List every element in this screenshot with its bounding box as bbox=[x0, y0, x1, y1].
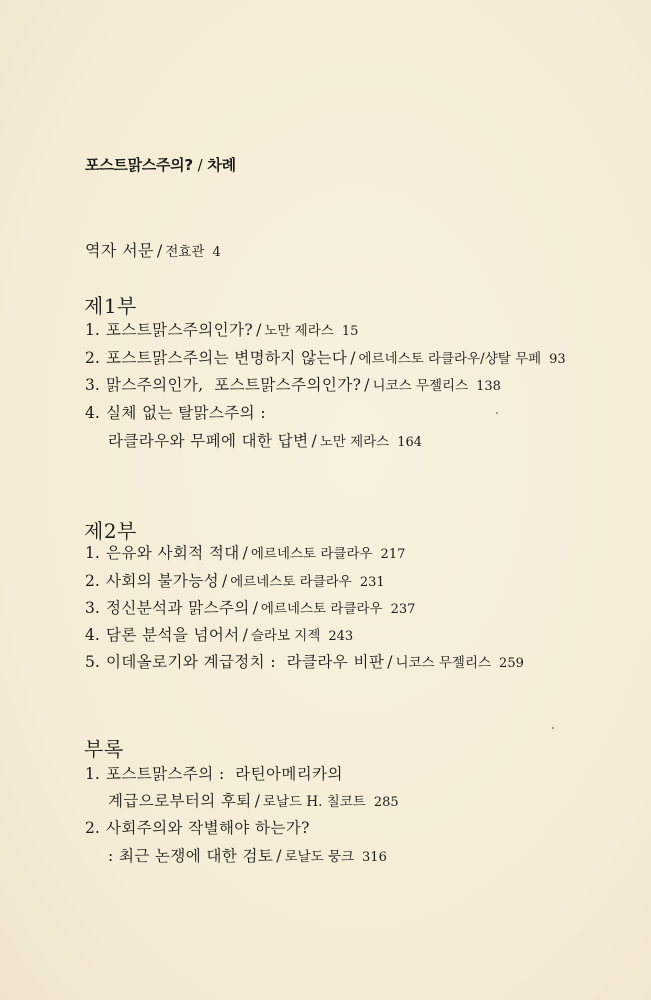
entry-title: 담론 분석을 넘어서 bbox=[106, 626, 240, 644]
toc-entry bbox=[85, 625, 353, 647]
appendix-title: 부록 bbox=[84, 737, 124, 761]
entry-title-continued: : 최근 논쟁에 대한 검토 bbox=[108, 847, 274, 865]
toc-preface bbox=[85, 238, 221, 261]
entry-author: 노만 제라스 bbox=[319, 434, 390, 450]
book-title-main: 포스트맑스주의? bbox=[85, 156, 193, 174]
toc-entry-continuation bbox=[108, 846, 387, 868]
entry-number: 1. bbox=[85, 765, 100, 783]
entry-number: 2. bbox=[85, 819, 100, 837]
toc-entry bbox=[85, 598, 415, 620]
entry-title: 정신분석과 맑스주의 bbox=[106, 599, 250, 617]
entry-title: 은유와 사회적 적대 bbox=[106, 544, 240, 562]
toc-entry bbox=[85, 543, 405, 565]
book-title bbox=[85, 154, 236, 175]
entry-separator: / bbox=[252, 599, 258, 617]
entry-title: 포스트맑스주의는 변명하지 않는다 bbox=[106, 349, 348, 367]
toc-entry bbox=[85, 375, 501, 397]
entry-author: 로날드 H. 칠코트 bbox=[262, 794, 366, 810]
entry-author: 니코스 무젤리스 bbox=[372, 378, 469, 394]
toc-entry bbox=[85, 571, 385, 593]
entry-page: 243 bbox=[328, 629, 354, 644]
entry-page: 15 bbox=[341, 324, 359, 339]
entry-author: 로날도 뭉크 bbox=[284, 849, 355, 865]
toc-entry bbox=[85, 764, 343, 784]
entry-author: 슬라보 지젝 bbox=[250, 628, 321, 644]
entry-author: 니코스 무젤리스 bbox=[395, 655, 492, 671]
entry-title: 포스트맑스주의 : 라틴아메리카의 bbox=[106, 765, 343, 783]
book-title-separator: / bbox=[197, 156, 203, 174]
entry-title: 사회주의와 작별해야 하는가? bbox=[106, 819, 310, 837]
entry-separator: / bbox=[350, 349, 356, 367]
entry-author: 에르네스토 라클라우/샹탈 무페 bbox=[358, 351, 542, 367]
book-title-sub: 차례 bbox=[207, 156, 236, 174]
entry-page: 231 bbox=[359, 575, 385, 590]
toc-entry bbox=[85, 818, 310, 838]
entry-separator: / bbox=[276, 847, 282, 865]
paper-speck bbox=[496, 412, 498, 414]
toc-entry bbox=[85, 348, 566, 370]
entry-number: 4. bbox=[85, 404, 100, 422]
entry-page: 93 bbox=[549, 352, 566, 367]
entry-page: 285 bbox=[373, 795, 399, 810]
entry-title: 맑스주의인가, 포스트맑스주의인가? bbox=[106, 376, 362, 394]
entry-separator: / bbox=[242, 544, 248, 562]
entry-number: 3. bbox=[85, 599, 100, 617]
entry-number: 5. bbox=[85, 653, 100, 671]
entry-separator: / bbox=[256, 321, 262, 339]
entry-page: 217 bbox=[380, 547, 406, 562]
entry-separator: / bbox=[311, 432, 317, 450]
entry-number: 4. bbox=[85, 626, 100, 644]
entry-number: 1. bbox=[85, 544, 100, 562]
entry-author: 에르네스토 라클라우 bbox=[230, 574, 352, 590]
entry-separator: / bbox=[254, 792, 260, 810]
entry-number: 2. bbox=[85, 349, 100, 367]
paper-speck bbox=[552, 727, 554, 729]
entry-number: 3. bbox=[85, 376, 100, 394]
toc-entry bbox=[85, 652, 524, 674]
entry-separator: / bbox=[387, 653, 393, 671]
toc-entry bbox=[85, 403, 266, 423]
entry-page: 316 bbox=[362, 850, 387, 865]
part-1-title: 제1부 bbox=[84, 294, 137, 318]
preface-page: 4 bbox=[212, 245, 221, 260]
toc-entry-continuation bbox=[108, 791, 399, 813]
entry-title: 포스트맑스주의인가? bbox=[106, 321, 254, 339]
entry-title: 이데올로기와 계급정치 : 라클라우 비판 bbox=[106, 653, 385, 671]
entry-title: 실체 없는 탈맑스주의 : bbox=[106, 404, 266, 422]
preface-title: 역자 서문 bbox=[85, 241, 154, 260]
entry-separator: / bbox=[221, 572, 228, 590]
preface-author: 전효관 bbox=[165, 244, 205, 260]
entry-page: 237 bbox=[390, 602, 416, 617]
entry-page: 164 bbox=[397, 435, 423, 450]
entry-separator: / bbox=[242, 626, 248, 644]
entry-page: 259 bbox=[499, 656, 524, 671]
entry-title-continued: 계급으로부터의 후퇴 bbox=[108, 792, 252, 810]
entry-author: 에르네스토 라클라우 bbox=[260, 601, 383, 617]
entry-separator: / bbox=[364, 376, 370, 394]
entry-author: 에르네스토 라클라우 bbox=[250, 546, 373, 562]
part-2-title: 제2부 bbox=[84, 519, 137, 543]
entry-number: 2. bbox=[85, 572, 100, 590]
preface-separator: / bbox=[156, 241, 163, 260]
entry-page: 138 bbox=[476, 379, 501, 394]
entry-title-continued: 라클라우와 무페에 대한 답변 bbox=[108, 432, 309, 450]
entry-author: 노만 제라스 bbox=[264, 323, 334, 339]
toc-entry-continuation bbox=[108, 431, 422, 453]
entry-title: 사회의 불가능성 bbox=[106, 572, 219, 590]
entry-number: 1. bbox=[85, 321, 100, 339]
toc-entry bbox=[85, 320, 358, 342]
